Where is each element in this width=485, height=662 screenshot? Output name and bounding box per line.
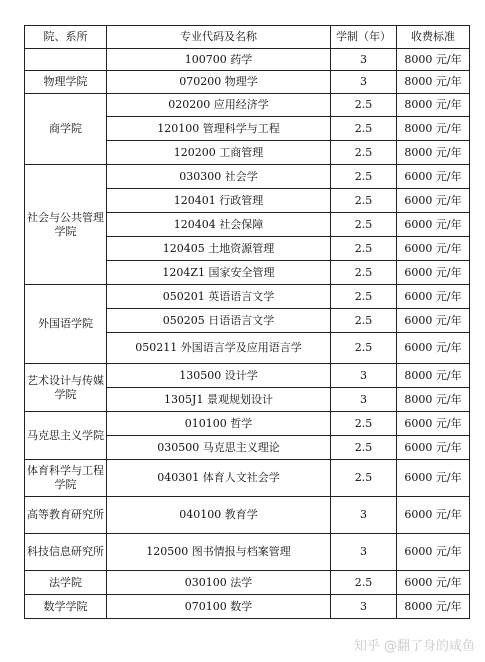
duration-cell: 3 bbox=[331, 71, 397, 94]
fee-cell: 6000 元/年 bbox=[397, 436, 470, 460]
fee-cell: 8000 元/年 bbox=[397, 71, 470, 94]
table-row bbox=[25, 595, 470, 619]
department-cell: 商学院 bbox=[25, 94, 107, 165]
major-cell: 030100 法学 bbox=[107, 571, 331, 595]
fee-cell: 8000 元/年 bbox=[397, 117, 470, 141]
department-cell: 体育科学与工程学院 bbox=[25, 460, 107, 497]
major-cell: 010100 哲学 bbox=[107, 412, 331, 436]
duration-cell: 2.5 bbox=[331, 261, 397, 285]
duration-cell: 2.5 bbox=[331, 460, 397, 497]
fee-cell: 8000 元/年 bbox=[397, 49, 470, 71]
fee-cell: 8000 元/年 bbox=[397, 595, 470, 619]
table-row bbox=[25, 94, 470, 117]
major-cell: 130500 设计学 bbox=[107, 364, 331, 388]
department-cell: 高等教育研究所 bbox=[25, 497, 107, 534]
table-row bbox=[25, 460, 470, 497]
duration-cell: 2.5 bbox=[331, 571, 397, 595]
duration-cell: 2.5 bbox=[331, 213, 397, 237]
table-row bbox=[25, 412, 470, 436]
major-cell: 070200 物理学 bbox=[107, 71, 331, 94]
table-row bbox=[25, 364, 470, 388]
fee-cell: 6000 元/年 bbox=[397, 497, 470, 534]
fee-cell: 8000 元/年 bbox=[397, 94, 470, 117]
fee-cell: 6000 元/年 bbox=[397, 285, 470, 309]
department-cell: 外国语学院 bbox=[25, 285, 107, 364]
duration-cell: 2.5 bbox=[331, 141, 397, 165]
fee-cell: 6000 元/年 bbox=[397, 261, 470, 285]
duration-cell: 3 bbox=[331, 364, 397, 388]
table-row bbox=[25, 497, 470, 534]
duration-cell: 2.5 bbox=[331, 412, 397, 436]
table-row bbox=[25, 534, 470, 571]
major-cell: 120404 社会保障 bbox=[107, 213, 331, 237]
major-cell: 040100 教育学 bbox=[107, 497, 331, 534]
major-cell: 030500 马克思主义理论 bbox=[107, 436, 331, 460]
table-row bbox=[25, 571, 470, 595]
table-row bbox=[25, 71, 470, 94]
major-cell: 070100 数学 bbox=[107, 595, 331, 619]
header-fee: 收费标准 bbox=[397, 26, 470, 49]
zhihu-watermark: 知乎 @翻了身的咸鱼 bbox=[353, 639, 475, 654]
department-cell: 社会与公共管理学院 bbox=[25, 165, 107, 285]
fee-cell: 6000 元/年 bbox=[397, 309, 470, 333]
duration-cell: 3 bbox=[331, 595, 397, 619]
fee-cell: 6000 元/年 bbox=[397, 460, 470, 497]
fee-cell: 6000 元/年 bbox=[397, 333, 470, 364]
fee-cell: 6000 元/年 bbox=[397, 571, 470, 595]
major-cell: 020200 应用经济学 bbox=[107, 94, 331, 117]
major-cell: 120100 管理科学与工程 bbox=[107, 117, 331, 141]
duration-cell: 2.5 bbox=[331, 117, 397, 141]
major-cell: 1305J1 景观规划设计 bbox=[107, 388, 331, 412]
tuition-fee-table bbox=[24, 25, 470, 619]
major-cell: 050201 英语语言文学 bbox=[107, 285, 331, 309]
fee-cell: 8000 元/年 bbox=[397, 388, 470, 412]
duration-cell: 2.5 bbox=[331, 436, 397, 460]
department-cell: 法学院 bbox=[25, 571, 107, 595]
table-row bbox=[25, 285, 470, 309]
major-cell: 120200 工商管理 bbox=[107, 141, 331, 165]
duration-cell: 2.5 bbox=[331, 309, 397, 333]
department-cell: 物理学院 bbox=[25, 71, 107, 94]
header-row bbox=[25, 26, 470, 49]
department-cell: 数学学院 bbox=[25, 595, 107, 619]
header-major: 专业代码及名称 bbox=[107, 26, 331, 49]
major-cell: 050211 外国语言学及应用语言学 bbox=[107, 333, 331, 364]
duration-cell: 2.5 bbox=[331, 189, 397, 213]
fee-cell: 6000 元/年 bbox=[397, 534, 470, 571]
table-row bbox=[25, 49, 470, 71]
department-cell bbox=[25, 49, 107, 71]
duration-cell: 3 bbox=[331, 49, 397, 71]
major-cell: 120401 行政管理 bbox=[107, 189, 331, 213]
major-cell: 030300 社会学 bbox=[107, 165, 331, 189]
fee-cell: 6000 元/年 bbox=[397, 189, 470, 213]
department-cell: 马克思主义学院 bbox=[25, 412, 107, 460]
table-row bbox=[25, 165, 470, 189]
header-department: 院、系所 bbox=[25, 26, 107, 49]
major-cell: 040301 体育人文社会学 bbox=[107, 460, 331, 497]
duration-cell: 2.5 bbox=[331, 165, 397, 189]
table-body bbox=[25, 49, 470, 619]
major-cell: 100700 药学 bbox=[107, 49, 331, 71]
duration-cell: 2.5 bbox=[331, 333, 397, 364]
major-cell: 1204Z1 国家安全管理 bbox=[107, 261, 331, 285]
header-duration: 学制（年） bbox=[331, 26, 397, 49]
major-cell: 120405 土地资源管理 bbox=[107, 237, 331, 261]
fee-cell: 6000 元/年 bbox=[397, 213, 470, 237]
major-cell: 050205 日语语言文学 bbox=[107, 309, 331, 333]
major-cell: 120500 图书情报与档案管理 bbox=[107, 534, 331, 571]
duration-cell: 2.5 bbox=[331, 285, 397, 309]
duration-cell: 3 bbox=[331, 388, 397, 412]
duration-cell: 3 bbox=[331, 497, 397, 534]
fee-cell: 6000 元/年 bbox=[397, 412, 470, 436]
department-cell: 科技信息研究所 bbox=[25, 534, 107, 571]
fee-cell: 6000 元/年 bbox=[397, 165, 470, 189]
department-cell: 艺术设计与传媒学院 bbox=[25, 364, 107, 412]
fee-cell: 6000 元/年 bbox=[397, 237, 470, 261]
fee-cell: 8000 元/年 bbox=[397, 364, 470, 388]
duration-cell: 3 bbox=[331, 534, 397, 571]
fee-cell: 8000 元/年 bbox=[397, 141, 470, 165]
duration-cell: 2.5 bbox=[331, 94, 397, 117]
duration-cell: 2.5 bbox=[331, 237, 397, 261]
